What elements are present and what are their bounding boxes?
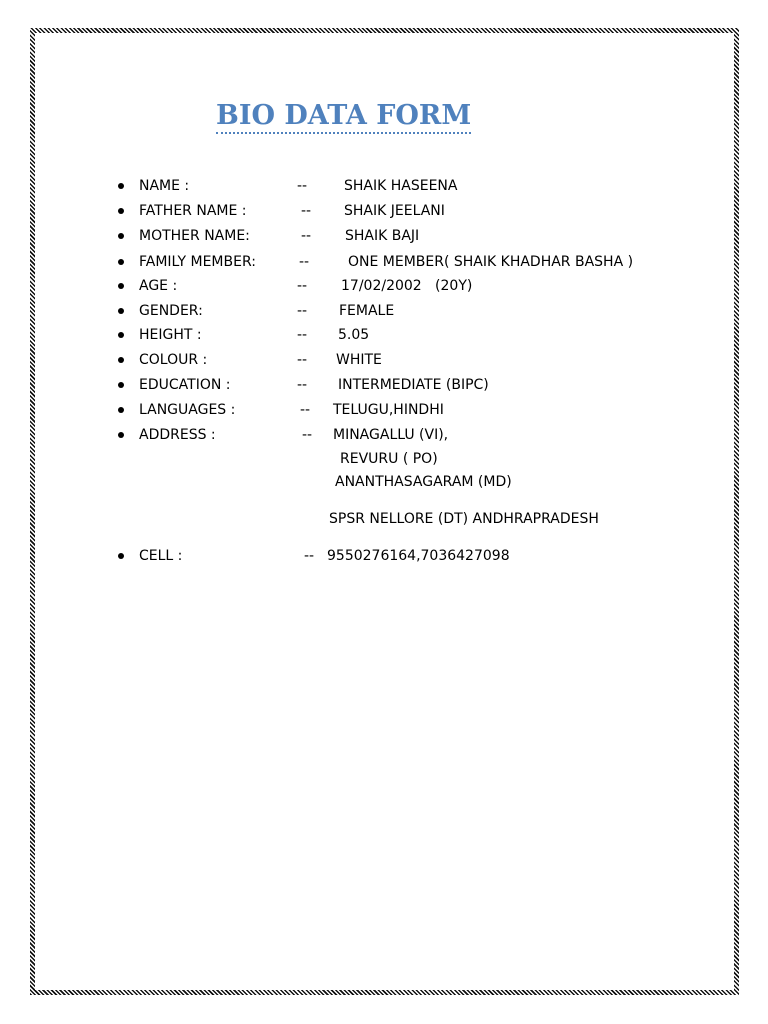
field-label-languages: LANGUAGES : xyxy=(139,402,236,418)
separator: -- xyxy=(300,402,311,418)
field-label-address: ADDRESS : xyxy=(139,427,216,443)
bullet xyxy=(118,277,124,295)
field-value-education: INTERMEDIATE (BIPC) xyxy=(338,377,489,393)
separator: -- xyxy=(297,278,308,294)
field-label-height: HEIGHT : xyxy=(139,327,202,343)
field-label-family-member: FAMILY MEMBER: xyxy=(139,254,256,270)
bullet xyxy=(118,401,124,419)
bullet xyxy=(118,426,124,444)
field-label-education: EDUCATION : xyxy=(139,377,231,393)
bullet xyxy=(118,326,124,344)
separator: -- xyxy=(299,254,310,270)
field-value-height: 5.05 xyxy=(338,327,370,343)
field-value-family-member: ONE MEMBER( SHAIK KHADHAR BASHA ) xyxy=(348,254,634,270)
field-label-colour: COLOUR : xyxy=(139,352,208,368)
field-label-name: NAME : xyxy=(139,178,190,194)
separator: -- xyxy=(297,303,308,319)
bullet xyxy=(118,351,124,369)
field-value-mother-name: SHAIK BAJI xyxy=(345,228,420,244)
separator: -- xyxy=(297,327,308,343)
address-line: SPSR NELLORE (DT) ANDHRAPRADESH xyxy=(329,511,599,527)
field-value-name: SHAIK HASEENA xyxy=(344,178,458,194)
field-label-mother-name: MOTHER NAME: xyxy=(139,228,250,244)
address-line: REVURU ( PO) xyxy=(340,451,438,467)
page-title: BIO DATA FORM xyxy=(216,100,471,134)
bullet xyxy=(118,376,124,394)
bullet xyxy=(118,253,124,271)
bullet xyxy=(118,227,124,245)
field-value-gender: FEMALE xyxy=(339,303,395,319)
field-value-colour: WHITE xyxy=(336,352,382,368)
bullet xyxy=(118,177,124,195)
separator: -- xyxy=(302,427,313,443)
separator: -- xyxy=(301,228,312,244)
field-value-languages: TELUGU,HINDHI xyxy=(333,402,444,418)
field-value-cell: 9550276164,7036427098 xyxy=(327,548,510,564)
bullet xyxy=(118,547,124,565)
field-label-age: AGE : xyxy=(139,278,178,294)
field-value-address: MINAGALLU (VI), xyxy=(333,427,449,443)
separator: -- xyxy=(301,203,312,219)
address-line: ANANTHASAGARAM (MD) xyxy=(335,474,512,490)
separator: -- xyxy=(297,178,308,194)
field-label-gender: GENDER: xyxy=(139,303,203,319)
field-value-age: 17/02/2002 (20Y) xyxy=(341,278,473,294)
bullet xyxy=(118,302,124,320)
separator: -- xyxy=(304,548,315,564)
field-value-father-name: SHAIK JEELANI xyxy=(344,203,445,219)
field-label-father-name: FATHER NAME : xyxy=(139,203,247,219)
bullet xyxy=(118,202,124,220)
separator: -- xyxy=(297,352,308,368)
separator: -- xyxy=(297,377,308,393)
field-label-cell: CELL : xyxy=(139,548,183,564)
